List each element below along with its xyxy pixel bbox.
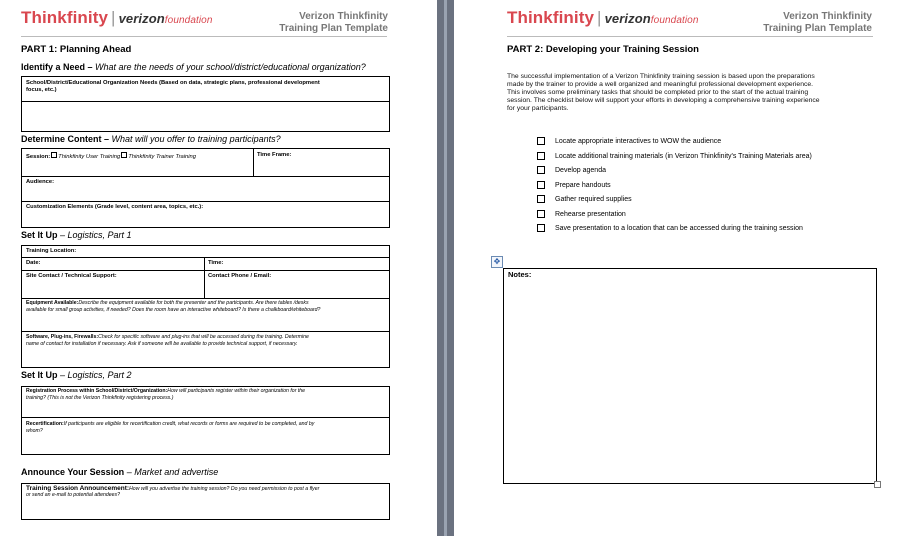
logistics1-box — [21, 245, 390, 368]
checklist-item[interactable] — [537, 152, 812, 160]
logo-foundation-text: foundation — [164, 15, 213, 26]
page-gutter — [437, 0, 454, 536]
location-label: Training Location: — [26, 248, 77, 254]
logo-separator: | — [111, 8, 116, 27]
determine-heading — [21, 134, 281, 144]
announce-heading — [21, 467, 218, 477]
site-contact-label: Site Contact / Technical Support: — [26, 273, 117, 279]
logo-foundation-text: foundation — [650, 15, 699, 26]
equipment-text-2 — [26, 307, 320, 314]
audience-label: Audience: — [26, 179, 55, 185]
checklist-item[interactable] — [537, 166, 606, 174]
intro-line: The successful implementation of a Verizon Thinkfinity training session is based upon the preparations — [507, 73, 815, 80]
page-1 — [0, 0, 437, 536]
row-divider — [22, 201, 389, 202]
checklist-item[interactable] — [537, 195, 632, 203]
checklist-text: Prepare handouts — [555, 181, 611, 189]
checklist-item[interactable] — [537, 137, 721, 145]
recert-text-2 — [26, 428, 43, 435]
equipment-text — [26, 300, 309, 307]
row-divider — [22, 331, 389, 332]
intro-line: made by the trainer to provide a well organized and meaningful professional development experience. — [507, 81, 814, 88]
equipment-desc-1: Describe the equipment available for both the presenter and the participants. Are there tables /desks — [78, 300, 309, 306]
logo-verizon-text: verizon — [604, 11, 651, 26]
time-frame-label: Time Frame: — [257, 152, 292, 158]
notes-box[interactable] — [503, 268, 877, 484]
announce-desc-1: How will you advertise the training session? Do you need permission to post a flyer — [129, 486, 320, 492]
contact-phone-label: Contact Phone / Email: — [208, 273, 272, 279]
needs-box[interactable] — [21, 76, 390, 132]
software-text-2 — [26, 341, 298, 348]
row-divider — [22, 417, 389, 418]
checkbox-icon[interactable] — [121, 152, 127, 158]
checklist-text: Locate appropriate interactives to WOW the audience — [555, 137, 722, 145]
recert-desc-2: whom? — [26, 428, 43, 434]
checklist-text: Locate additional training materials (in Verizon Thinkfinity's Training Materials area) — [555, 152, 812, 160]
registration-text — [26, 388, 305, 395]
row-divider — [22, 257, 389, 258]
page-header — [279, 11, 388, 35]
logo-separator: | — [597, 8, 602, 27]
checkbox-icon[interactable] — [537, 224, 545, 232]
logistics2-box — [21, 386, 390, 455]
equipment-label: Equipment Available: — [26, 300, 79, 306]
needs-label-2: focus, etc.) — [26, 87, 57, 93]
software-desc-1: Check for specific software and plug-ins that will be accessed during the training. Determine — [98, 334, 309, 340]
checkbox-icon[interactable] — [537, 137, 545, 145]
checklist-item[interactable] — [537, 224, 803, 232]
checkbox-icon[interactable] — [537, 181, 545, 189]
software-text — [26, 334, 309, 341]
identify-heading-text: Identify a Need – — [21, 62, 93, 72]
needs-divider — [22, 101, 389, 102]
content-box — [21, 148, 390, 228]
setup2-heading — [21, 370, 132, 380]
determine-heading-text: Determine Content – — [21, 134, 110, 144]
header-line1: Verizon Thinkfinity — [299, 11, 388, 22]
intro-line: session. The checklist below will support your efforts in developing a comprehensive training experience — [507, 97, 820, 104]
page-header — [763, 11, 872, 35]
header-rule — [21, 36, 387, 37]
thinkfinity-logo — [507, 8, 699, 28]
intro-line: This involves some preliminary tasks that should be completed prior to the start of the actual training — [507, 89, 809, 96]
checklist-text: Save presentation to a location that can be accessed during the training session — [555, 224, 803, 232]
determine-sub: What will you offer to training participants? — [111, 134, 281, 144]
col-divider — [204, 257, 205, 298]
session-option-trainer[interactable]: Thinkfinity Trainer Training — [128, 154, 197, 160]
checkbox-icon[interactable] — [537, 166, 545, 174]
software-label: Software, Plug-ins, Firewalls: — [26, 334, 99, 340]
row-divider — [22, 176, 389, 177]
setup1-heading-text: Set It Up — [21, 230, 58, 240]
setup1-sub: – Logistics, Part 1 — [60, 230, 132, 240]
checklist-text: Gather required supplies — [555, 195, 632, 203]
logo-thinkfinity-text: Thinkfinity — [507, 8, 595, 27]
date-label: Date: — [26, 260, 41, 266]
header-line2: Training Plan Template — [763, 23, 872, 34]
registration-text-2 — [26, 395, 173, 402]
needs-label: School/District/Educational Organization Needs (Based on data, strategic plans, professional development — [26, 80, 320, 86]
recert-text — [26, 421, 314, 428]
row-divider — [22, 270, 389, 271]
setup2-sub: – Logistics, Part 2 — [60, 370, 132, 380]
session-divider — [253, 149, 254, 176]
gutter-line — [444, 0, 447, 536]
recert-label: Recertification: — [26, 421, 64, 427]
announce-sub: – Market and advertise — [126, 467, 219, 477]
session-label: Session: — [26, 154, 51, 160]
intro-line: for your participants. — [507, 105, 569, 112]
checkbox-icon[interactable] — [537, 195, 545, 203]
registration-desc-2: training? (This is not the Verizon Thinkfinity registering process.) — [26, 395, 174, 401]
header-rule — [507, 36, 873, 37]
page-2 — [454, 0, 904, 536]
identify-sub: What are the needs of your school/district/educational organization? — [95, 62, 366, 72]
registration-label: Registration Process within School/District/Organization: — [26, 388, 168, 394]
software-desc-2: name of contact for installation if necessary. Ask if someone will be available to provide technical support, if necessary. — [26, 341, 298, 347]
equipment-desc-2: available for small group activities, if needed? Does the room have an interactive whiteboard? Is there a chalkboard/whiteboard? — [26, 307, 321, 313]
recert-desc-1: If participants are eligible for recertification credit, what records or forms are required to be completed, and by — [63, 421, 315, 427]
setup1-heading — [21, 230, 132, 240]
move-icon[interactable]: ✥ — [491, 256, 503, 268]
session-option-user[interactable]: Thinkfinity User Training — [58, 154, 121, 160]
notes-label: Notes: — [508, 270, 532, 279]
announce-heading-text: Announce Your Session — [21, 467, 125, 477]
announce-box[interactable] — [21, 483, 390, 520]
checkbox-icon[interactable] — [537, 210, 545, 218]
checkbox-icon[interactable] — [51, 152, 57, 158]
identify-heading — [21, 62, 366, 72]
checklist-item[interactable] — [537, 181, 611, 189]
checklist-item[interactable] — [537, 210, 626, 218]
logo-thinkfinity-text: Thinkfinity — [21, 8, 109, 27]
announce-label: Training Session Announcement: — [26, 485, 130, 492]
session-row — [26, 152, 196, 161]
header-line1: Verizon Thinkfinity — [783, 11, 872, 22]
checklist-text: Rehearse presentation — [555, 210, 626, 218]
part1-title: PART 1: Planning Ahead — [21, 44, 132, 55]
header-line2: Training Plan Template — [279, 23, 388, 34]
part2-title: PART 2: Developing your Training Session — [507, 44, 699, 55]
row-divider — [22, 298, 389, 299]
setup2-heading-text: Set It Up — [21, 370, 58, 380]
thinkfinity-logo — [21, 8, 213, 28]
checkbox-icon[interactable] — [537, 152, 545, 160]
checklist-text: Develop agenda — [555, 166, 606, 174]
time-label: Time: — [208, 260, 224, 266]
resize-handle[interactable] — [874, 481, 881, 488]
logo-verizon-text: verizon — [118, 11, 165, 26]
customization-label: Customization Elements (Grade level, content area, topics, etc.): — [26, 204, 204, 210]
announce-desc-2: or send an e-mail to potential attendees? — [26, 492, 121, 498]
announce-text-2 — [26, 492, 120, 499]
registration-desc-1: How will participants register within their organization for the — [167, 388, 306, 394]
